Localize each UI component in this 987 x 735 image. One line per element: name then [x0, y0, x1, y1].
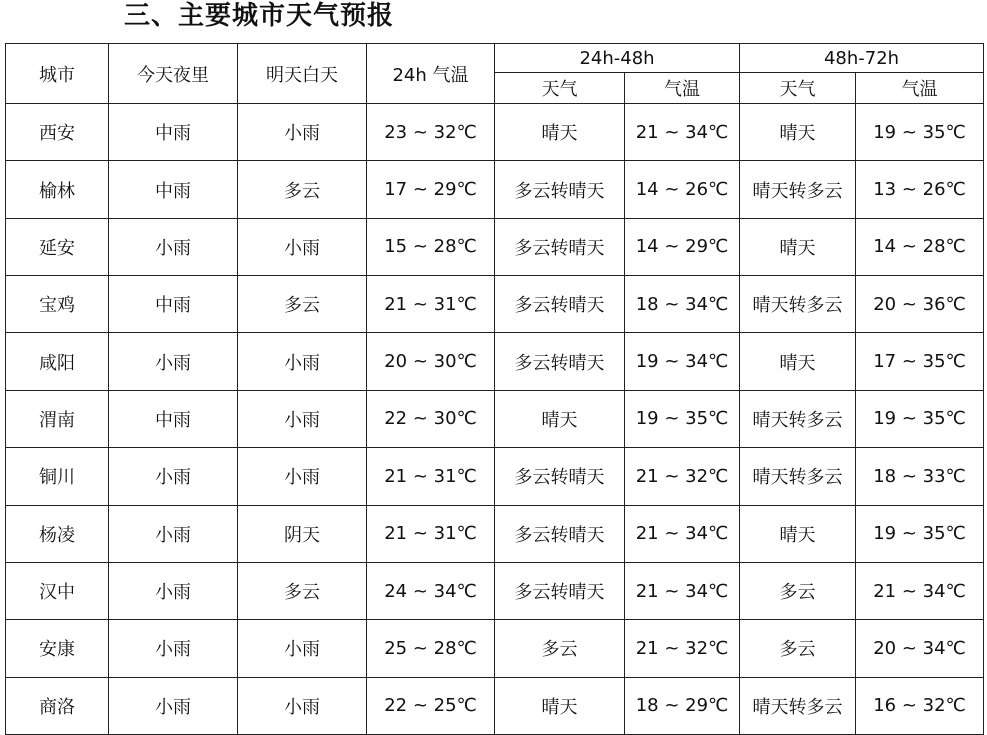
tomorrow-weather: 小雨	[238, 333, 367, 390]
header-tomorrow-day: 明天白天	[238, 44, 367, 104]
table-row	[6, 677, 984, 734]
city-name: 铜川	[6, 448, 109, 505]
tomorrow-weather: 多云	[238, 161, 367, 218]
temp-48h: 14 ~ 26℃	[625, 161, 740, 218]
table-row	[6, 218, 984, 275]
temp-48h: 21 ~ 32℃	[625, 448, 740, 505]
temp-72h: 16 ~ 32℃	[856, 677, 984, 734]
weather-48h: 多云转晴天	[495, 218, 625, 275]
temp-72h: 20 ~ 36℃	[856, 276, 984, 333]
tomorrow-weather: 阴天	[238, 505, 367, 562]
temp-24h: 17 ~ 29℃	[367, 161, 495, 218]
weather-48h: 晴天	[495, 104, 625, 161]
temp-72h: 21 ~ 34℃	[856, 562, 984, 619]
header-temp-48h: 气温	[625, 73, 740, 104]
weather-72h: 晴天	[740, 104, 856, 161]
tonight-weather: 小雨	[109, 333, 238, 390]
temp-24h: 25 ~ 28℃	[367, 620, 495, 677]
city-name: 汉中	[6, 562, 109, 619]
table-row	[6, 276, 984, 333]
header-group-24-48h: 24h-48h	[495, 44, 740, 73]
tomorrow-weather: 小雨	[238, 677, 367, 734]
table-row	[6, 333, 984, 390]
weather-72h: 晴天转多云	[740, 390, 856, 447]
temp-48h: 19 ~ 35℃	[625, 390, 740, 447]
weather-72h: 晴天	[740, 218, 856, 275]
temp-24h: 23 ~ 32℃	[367, 104, 495, 161]
temp-24h: 22 ~ 25℃	[367, 677, 495, 734]
tonight-weather: 小雨	[109, 448, 238, 505]
temp-72h: 19 ~ 35℃	[856, 390, 984, 447]
temp-24h: 15 ~ 28℃	[367, 218, 495, 275]
temp-48h: 21 ~ 34℃	[625, 505, 740, 562]
header-weather-72h: 天气	[740, 73, 856, 104]
temp-48h: 21 ~ 34℃	[625, 562, 740, 619]
tonight-weather: 小雨	[109, 677, 238, 734]
temp-48h: 18 ~ 29℃	[625, 677, 740, 734]
weather-48h: 多云转晴天	[495, 161, 625, 218]
temp-24h: 22 ~ 30℃	[367, 390, 495, 447]
header-group-48-72h: 48h-72h	[740, 44, 984, 73]
temp-24h: 20 ~ 30℃	[367, 333, 495, 390]
header-tonight: 今天夜里	[109, 44, 238, 104]
tonight-weather: 中雨	[109, 276, 238, 333]
header-temp-24h: 24h 气温	[367, 44, 495, 104]
tomorrow-weather: 小雨	[238, 620, 367, 677]
temp-24h: 24 ~ 34℃	[367, 562, 495, 619]
weather-48h: 晴天	[495, 390, 625, 447]
temp-72h: 17 ~ 35℃	[856, 333, 984, 390]
tomorrow-weather: 小雨	[238, 104, 367, 161]
temp-48h: 14 ~ 29℃	[625, 218, 740, 275]
tomorrow-weather: 小雨	[238, 448, 367, 505]
table-row	[6, 161, 984, 218]
table-row	[6, 390, 984, 447]
weather-72h: 晴天转多云	[740, 677, 856, 734]
tonight-weather: 中雨	[109, 104, 238, 161]
weather-72h: 晴天转多云	[740, 448, 856, 505]
city-name: 杨凌	[6, 505, 109, 562]
tomorrow-weather: 多云	[238, 276, 367, 333]
city-name: 渭南	[6, 390, 109, 447]
tonight-weather: 小雨	[109, 218, 238, 275]
city-name: 商洛	[6, 677, 109, 734]
temp-72h: 18 ~ 33℃	[856, 448, 984, 505]
table-row	[6, 620, 984, 677]
city-name: 安康	[6, 620, 109, 677]
weather-48h: 多云转晴天	[495, 276, 625, 333]
tonight-weather: 小雨	[109, 505, 238, 562]
city-forecast-table	[5, 43, 984, 735]
table-row	[6, 448, 984, 505]
city-name: 咸阳	[6, 333, 109, 390]
weather-72h: 晴天转多云	[740, 161, 856, 218]
tonight-weather: 小雨	[109, 620, 238, 677]
header-city: 城市	[6, 44, 109, 104]
temp-72h: 19 ~ 35℃	[856, 505, 984, 562]
weather-48h: 多云转晴天	[495, 562, 625, 619]
tonight-weather: 小雨	[109, 562, 238, 619]
temp-48h: 21 ~ 32℃	[625, 620, 740, 677]
city-name: 西安	[6, 104, 109, 161]
header-temp-72h: 气温	[856, 73, 984, 104]
temp-24h: 21 ~ 31℃	[367, 276, 495, 333]
weather-48h: 晴天	[495, 677, 625, 734]
weather-48h: 多云转晴天	[495, 448, 625, 505]
city-name: 宝鸡	[6, 276, 109, 333]
temp-48h: 21 ~ 34℃	[625, 104, 740, 161]
table-row	[6, 104, 984, 161]
temp-24h: 21 ~ 31℃	[367, 505, 495, 562]
weather-72h: 晴天	[740, 505, 856, 562]
city-name: 延安	[6, 218, 109, 275]
temp-72h: 20 ~ 34℃	[856, 620, 984, 677]
tonight-weather: 中雨	[109, 390, 238, 447]
weather-48h: 多云转晴天	[495, 505, 625, 562]
tomorrow-weather: 小雨	[238, 390, 367, 447]
temp-24h: 21 ~ 31℃	[367, 448, 495, 505]
weather-48h: 多云	[495, 620, 625, 677]
table-row	[6, 505, 984, 562]
temp-72h: 13 ~ 26℃	[856, 161, 984, 218]
tonight-weather: 中雨	[109, 161, 238, 218]
weather-72h: 晴天转多云	[740, 276, 856, 333]
weather-72h: 晴天	[740, 333, 856, 390]
tomorrow-weather: 小雨	[238, 218, 367, 275]
weather-72h: 多云	[740, 620, 856, 677]
temp-48h: 18 ~ 34℃	[625, 276, 740, 333]
temp-48h: 19 ~ 34℃	[625, 333, 740, 390]
header-row-1	[6, 44, 984, 73]
weather-48h: 多云转晴天	[495, 333, 625, 390]
city-name: 榆林	[6, 161, 109, 218]
temp-72h: 19 ~ 35℃	[856, 104, 984, 161]
section-title: 三、主要城市天气预报	[124, 1, 395, 31]
tomorrow-weather: 多云	[238, 562, 367, 619]
weather-72h: 多云	[740, 562, 856, 619]
temp-72h: 14 ~ 28℃	[856, 218, 984, 275]
header-weather-48h: 天气	[495, 73, 625, 104]
table-row	[6, 562, 984, 619]
